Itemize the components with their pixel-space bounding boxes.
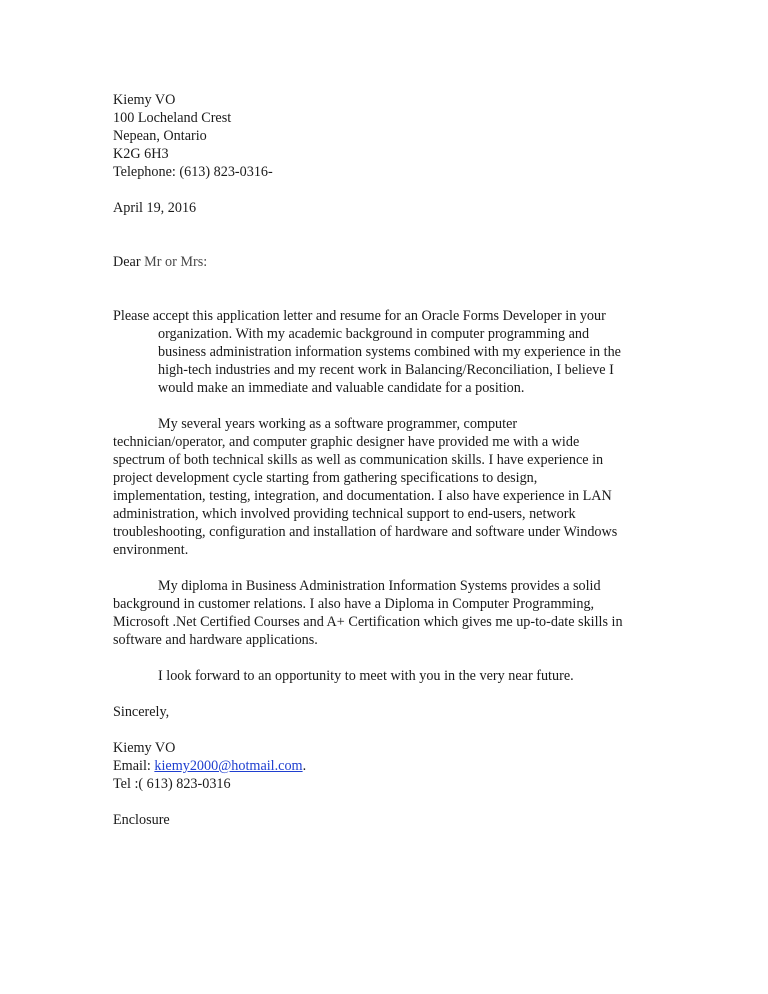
paragraph-line: background in customer relations. I also have a Diploma in Computer Programming,: [113, 596, 595, 612]
paragraph-line: software and hardware applications.: [113, 632, 318, 648]
signature-tel: Tel :( 613) 823-0316: [113, 776, 231, 792]
email-link[interactable]: kiemy2000@hotmail.com: [154, 758, 303, 774]
paragraph-line: Microsoft .Net Certified Courses and A+ Certification which gives me up-to-date skills in: [113, 614, 623, 630]
enclosure: Enclosure: [113, 812, 170, 828]
paragraph-line: administration, which involved providing technical support to end-users, network: [113, 506, 576, 522]
signature-block: [113, 739, 658, 793]
paragraph-line: implementation, testing, integration, and documentation. I also have experience in LAN: [113, 488, 612, 504]
paragraph-line: high-tech industries and my recent work in Balancing/Reconciliation, I believe I: [158, 362, 614, 378]
sender-street: 100 Locheland Crest: [113, 110, 232, 126]
paragraph-intro: [113, 307, 658, 397]
sender-telephone: Telephone: (613) 823-0316-: [113, 164, 273, 180]
paragraph-line: organization. With my academic background in computer programming and: [158, 326, 590, 342]
sender-block: [113, 91, 658, 181]
paragraph-line: environment.: [113, 542, 189, 558]
paragraph-line: business administration information systems combined with my experience in the: [158, 344, 621, 360]
paragraph-closing: [113, 667, 658, 685]
sender-city: Nepean, Ontario: [113, 128, 207, 144]
sender-postal: K2G 6H3: [113, 146, 169, 162]
paragraph-line: technician/operator, and computer graphic designer have provided me with a wide: [113, 434, 580, 450]
paragraph-experience: [113, 415, 658, 559]
closing: Sincerely,: [113, 704, 170, 720]
email-suffix: .: [302, 758, 307, 774]
salutation-prefix: Dear: [113, 254, 145, 270]
signature-email-line: [113, 757, 658, 775]
signature-name: Kiemy VO: [113, 740, 176, 756]
paragraph-line: would make an immediate and valuable candidate for a position.: [158, 380, 525, 396]
paragraph-line: project development cycle starting from gathering specifications to design,: [113, 470, 538, 486]
sender-name: Kiemy VO: [113, 92, 176, 108]
paragraph-line: I look forward to an opportunity to meet with you in the very near future.: [158, 668, 574, 684]
paragraph-line: Please accept this application letter and resume for an Oracle Forms Developer in your: [113, 308, 606, 324]
salutation: [113, 253, 658, 271]
letter-date: April 19, 2016: [113, 200, 197, 216]
paragraph-line: spectrum of both technical skills as well as communication skills. I have experience in: [113, 452, 604, 468]
paragraph-line: My diploma in Business Administration Information Systems provides a solid: [158, 578, 601, 594]
letter-page: [113, 91, 658, 829]
paragraph-education: [113, 577, 658, 649]
salutation-name: Mr or Mrs:: [144, 254, 208, 270]
paragraph-line: troubleshooting, configuration and installation of hardware and software under Windows: [113, 524, 618, 540]
paragraph-line: My several years working as a software programmer, computer: [158, 416, 518, 432]
email-label: Email:: [113, 758, 155, 774]
